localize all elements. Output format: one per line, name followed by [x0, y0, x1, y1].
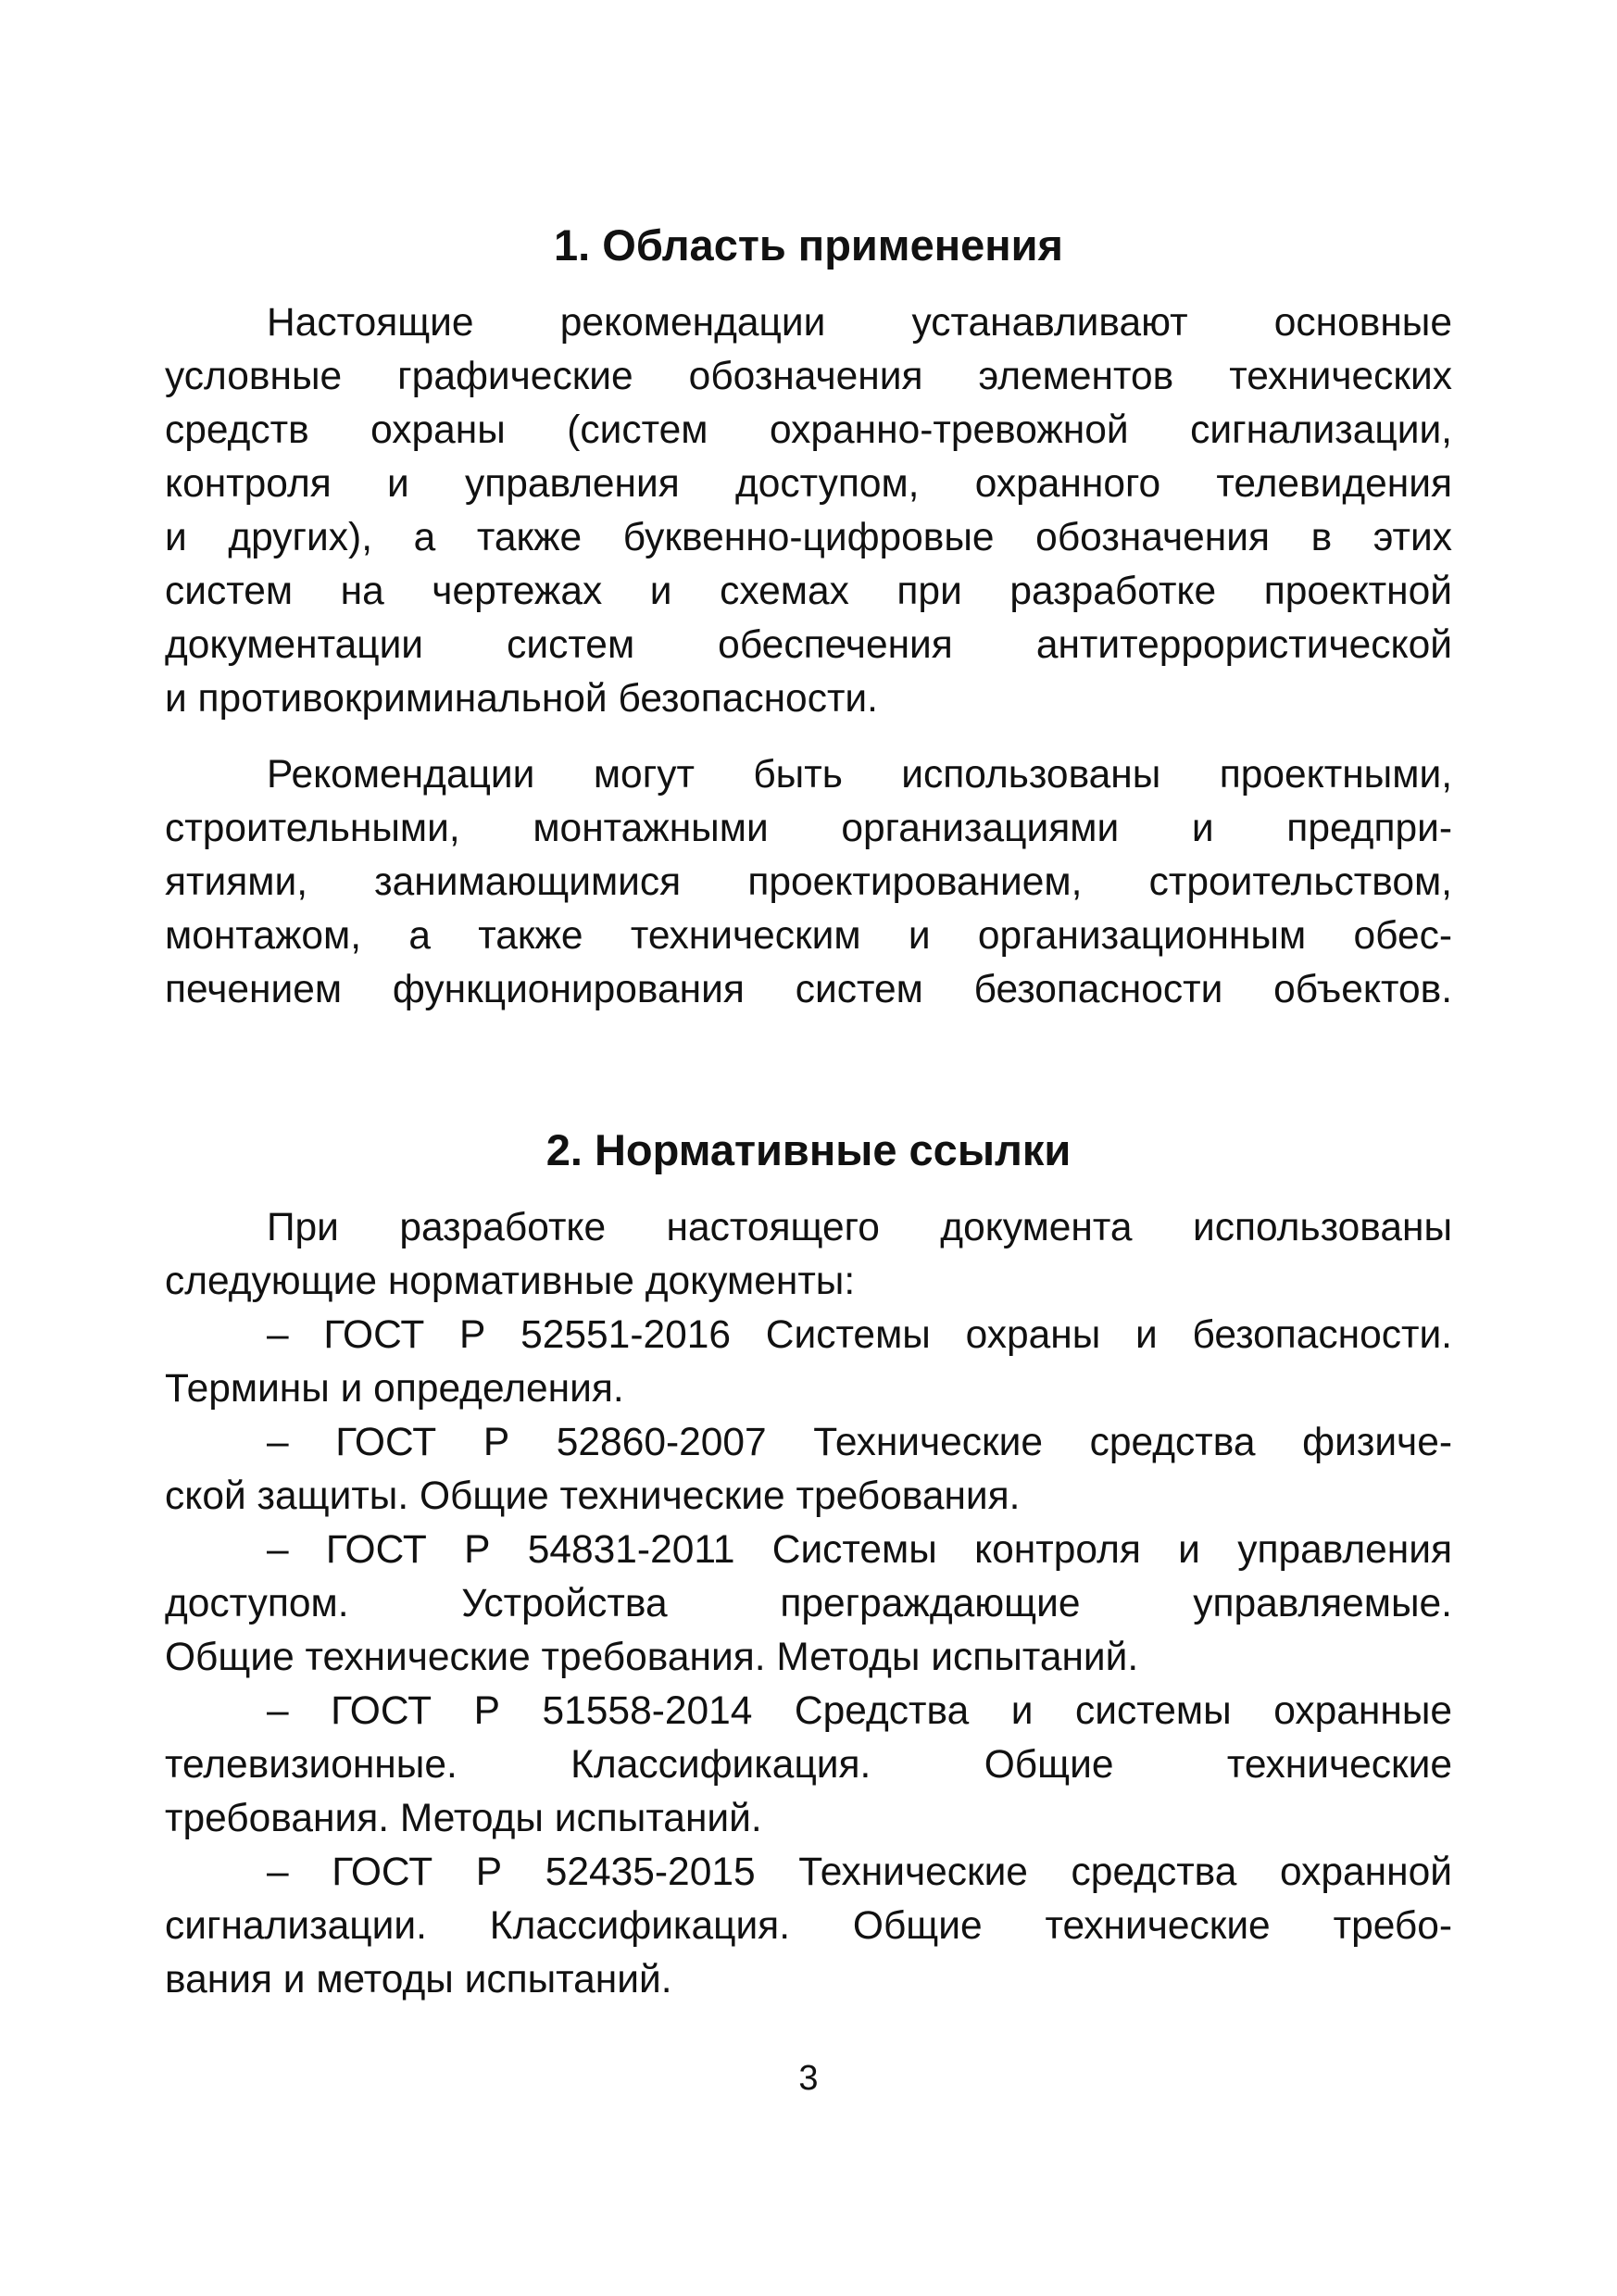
text-line: – ГОСТ Р 52435-2015 Технические средства охранной [267, 1851, 1452, 1894]
text-line: следующие нормативные документы: [165, 1260, 856, 1303]
text-line: телевизионные. Классификация. Общие технические [165, 1743, 1452, 1787]
reference-item [165, 1524, 1452, 1685]
text-line: средств охраны (систем охранно-тревожной сигнализации, [165, 408, 1452, 452]
section-2-intro [165, 1201, 1452, 1309]
text-line: вания и методы испытаний. [165, 1958, 672, 2001]
text-line: – ГОСТ Р 54831-2011 Системы контроля и управления [267, 1528, 1452, 1572]
text-line: печением функционирования систем безопасности объектов. [165, 968, 1452, 1011]
section-1-paragraph-1 [165, 296, 1452, 726]
section-2-title: 2. Нормативные ссылки [545, 1125, 1072, 1174]
reference-item [165, 1846, 1452, 2007]
text-line: контроля и управления доступом, охранного телевидения [165, 462, 1452, 506]
text-line: ятиями, занимающимися проектированием, строительством, [165, 860, 1452, 904]
reference-item [165, 1416, 1452, 1524]
text-line: систем на чертежах и схемах при разработке проектной [165, 570, 1452, 613]
text-line: При разработке настоящего документа использованы [267, 1206, 1452, 1249]
text-line: ской защиты. Общие технические требования. [165, 1474, 1021, 1518]
text-line: монтажом, а также техническим и организационным обес- [165, 914, 1452, 958]
text-line: требования. Методы испытаний. [165, 1797, 762, 1840]
section-1-paragraph-2 [165, 748, 1452, 1017]
text-line: Общие технические требования. Методы испытаний. [165, 1636, 1139, 1679]
text-line: Рекомендации могут быть использованы проектными, [267, 753, 1452, 797]
text-line: и других), а также буквенно-цифровые обозначения в этих [165, 516, 1452, 559]
text-line: и противокриминальной безопасности. [165, 677, 878, 721]
text-line: Настоящие рекомендации устанавливают основные [267, 301, 1452, 345]
text-line: доступом. Устройства преграждающие управляемые. [165, 1582, 1452, 1625]
text-line: – ГОСТ Р 52860-2007 Технические средства физиче- [267, 1421, 1452, 1464]
reference-item [165, 1685, 1452, 1846]
text-line: условные графические обозначения элементов технических [165, 355, 1452, 398]
text-line: сигнализации. Классификация. Общие технические требо- [165, 1904, 1452, 1948]
text-line: Термины и определения. [165, 1367, 624, 1411]
page-number: 3 [798, 2059, 819, 2098]
text-line: – ГОСТ Р 51558-2014 Средства и системы охранные [267, 1689, 1452, 1733]
text-line: – ГОСТ Р 52551-2016 Системы охраны и безопасности. [267, 1313, 1452, 1357]
reference-item [165, 1309, 1452, 1416]
text-line: строительными, монтажными организациями и предпри- [165, 807, 1452, 850]
text-line: документации систем обеспечения антитеррористической [165, 623, 1452, 667]
section-1-title: 1. Область применения [554, 220, 1063, 270]
